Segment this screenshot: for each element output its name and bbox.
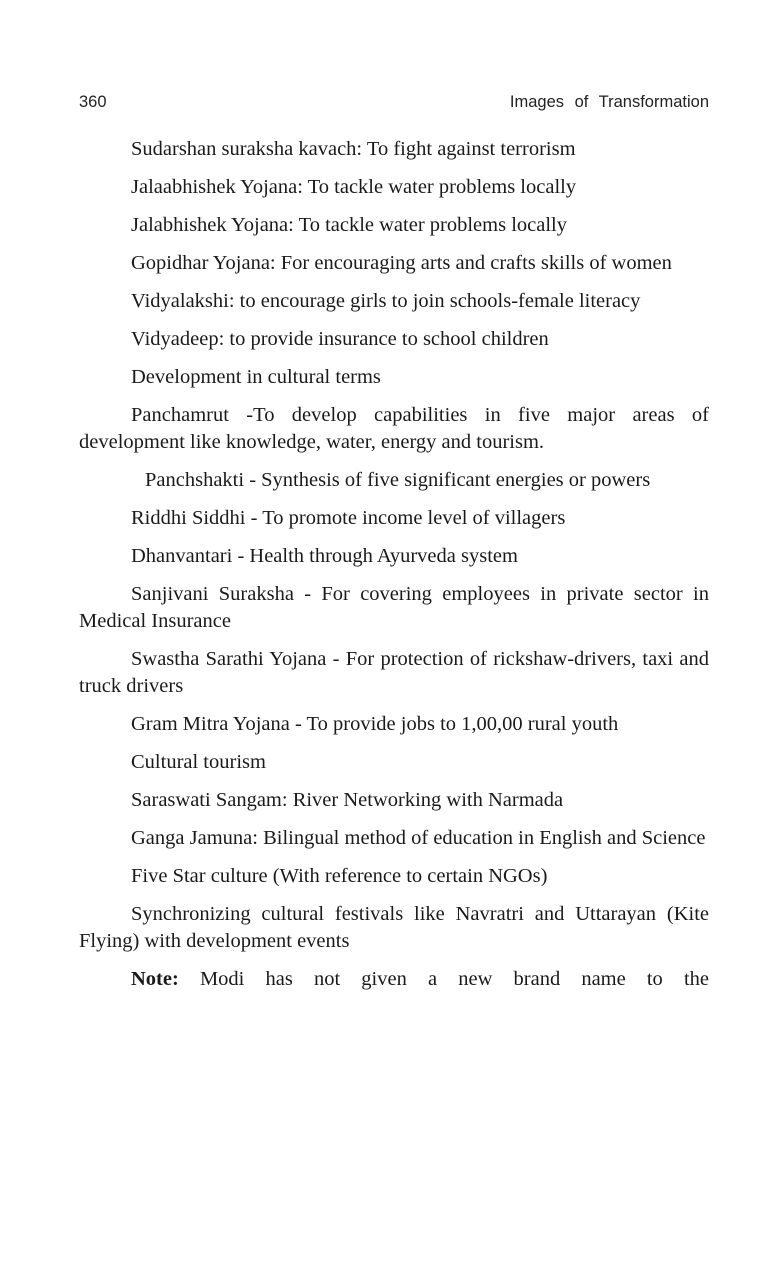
paragraph: Cultural tourism	[131, 751, 266, 773]
paragraph: Riddhi Siddhi - To promote income level of villagers	[131, 507, 566, 529]
note-label: Note:	[131, 968, 179, 990]
paragraph: Gram Mitra Yojana - To provide jobs to 1,00,00 rural youth	[131, 713, 619, 735]
paragraph: Ganga Jamuna: Bilingual method of education in English and Science	[131, 827, 706, 849]
paragraph: Jalabhishek Yojana: To tackle water problems locally	[131, 214, 567, 236]
body-text	[79, 136, 709, 993]
page-number: 360	[79, 93, 107, 111]
paragraph: Sanjivani Suraksha - For covering employees in private sector in Medical Insurance	[79, 583, 709, 632]
running-title: Images of Transformation	[509, 93, 709, 111]
paragraph: Saraswati Sangam: River Networking with Narmada	[131, 789, 564, 811]
paragraph: Dhanvantari - Health through Ayurveda system	[131, 545, 518, 567]
paragraph: Swastha Sarathi Yojana - For protection of rickshaw-drivers, taxi and truck drivers	[79, 648, 709, 697]
paragraph: Vidyalakshi: to encourage girls to join schools-female literacy	[131, 290, 641, 312]
note-text: Modi has not given a new brand name to the	[178, 968, 709, 990]
running-header	[79, 93, 709, 115]
paragraph: Sudarshan suraksha kavach: To fight against terrorism	[131, 138, 576, 160]
paragraph: Development in cultural terms	[131, 366, 381, 388]
note-paragraph	[79, 966, 709, 993]
paragraph: Jalaabhishek Yojana: To tackle water problems locally	[131, 176, 577, 198]
paragraph: Panchamrut -To develop capabilities in five major areas of development like knowledge, water, energy and tourism.	[79, 404, 709, 453]
paragraph: Five Star culture (With reference to certain NGOs)	[131, 865, 548, 887]
paragraph: Synchronizing cultural festivals like Navratri and Uttarayan (Kite Flying) with development events	[79, 903, 709, 952]
paragraph: Gopidhar Yojana: For encouraging arts and crafts skills of women	[131, 252, 672, 274]
paragraph: Vidyadeep: to provide insurance to school children	[131, 328, 549, 350]
paragraph: Panchshakti - Synthesis of five significant energies or powers	[145, 469, 651, 491]
